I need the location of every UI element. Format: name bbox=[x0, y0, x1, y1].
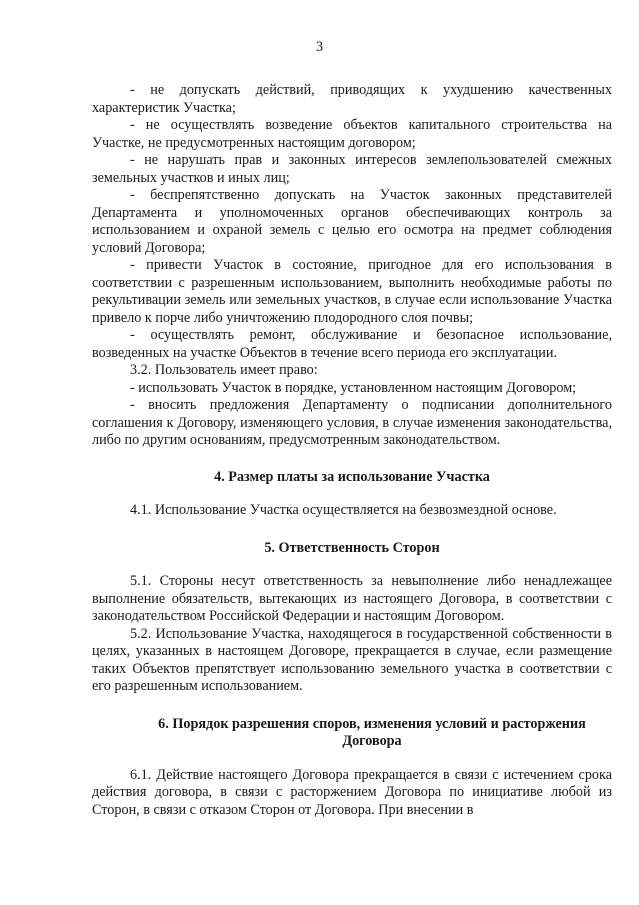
section-6-heading-line1: 6. Порядок разрешения споров, изменения условий и расторжения bbox=[158, 715, 586, 732]
section-5-heading: 5. Ответственность Сторон bbox=[264, 539, 440, 556]
page-number: 3 bbox=[315, 39, 324, 55]
clause-5-1: 5.1. Стороны несут ответственность за невыполнение либо ненадлежащее выполнение обязательств, вытекающих из настоящего Договора, в соответствии с законодательством Российской Федерации и настоящим Договором. bbox=[92, 573, 612, 624]
obligation-item: - осуществлять ремонт, обслуживание и безопасное использование, возведенных на участке Объектов в течение всего периода его эксплуатации. bbox=[92, 327, 612, 361]
obligation-item: - привести Участок в состояние, пригодное для его использования в соответствии с разрешенным использованием, выполнить необходимые работы по рекультивации земель или земельных участков, в случае если использование Участка привело к порче либо уничтожению плодородного слоя почвы; bbox=[92, 257, 612, 326]
clause-6-1: 6.1. Действие настоящего Договора прекращается в связи с истечением срока действия договора, в связи с расторжением Договора по инициативе любой из Сторон, в связи с отказом Сторон от Договора. При внесении в bbox=[92, 766, 612, 818]
obligation-item: - беспрепятственно допускать на Участок законных представителей Департамента и уполномоченных органов обеспечивающих контроль за использованием и охраной земель с целью его осмотра на предмет соблюдения условий Договора; bbox=[92, 187, 612, 256]
obligation-item: - не осуществлять возведение объектов капитального строительства на Участке, не предусмотренных настоящим договором; bbox=[92, 117, 612, 151]
right-item: - вносить предложения Департаменту о подписании дополнительного соглашения к Договору, изменяющего условия, в случае изменения законодательства, либо по другим основаниям, предусмотренным законодательством. bbox=[92, 397, 612, 448]
section-6-heading bbox=[92, 716, 612, 751]
section-6-heading-line2: Договора bbox=[342, 733, 402, 749]
clause-4-1: 4.1. Использование Участка осуществляется на безвозмездной основе. bbox=[130, 502, 557, 518]
obligation-item: - не допускать действий, приводящих к ухудшению качественных характеристик Участка; bbox=[92, 82, 612, 116]
right-item: - использовать Участок в порядке, установленном настоящим Договором; bbox=[130, 379, 577, 396]
section-4-heading: 4. Размер платы за использование Участка bbox=[214, 468, 490, 485]
clause-3-2: 3.2. Пользователь имеет право: bbox=[130, 362, 318, 378]
document-body bbox=[92, 82, 612, 819]
clause-5-2: 5.2. Использование Участка, находящегося в государственной собственности в целях, указанных в настоящем Договоре, прекращается в случае, если размещение таких Объектов препятствует использованию земельного участка в соответствии с его разрешенным использованием. bbox=[92, 625, 612, 694]
obligation-item: - не нарушать прав и законных интересов землепользователей смежных земельных участков и иных лиц; bbox=[92, 152, 612, 186]
